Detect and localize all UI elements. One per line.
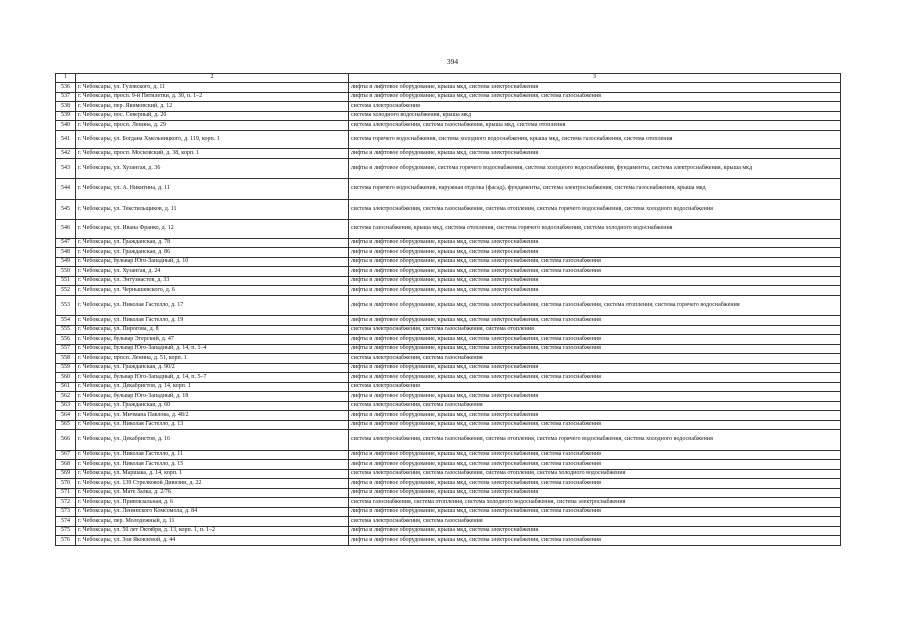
- row-number-cell: 542: [56, 149, 76, 159]
- works-cell: лифты и лифтовое оборудование, крыша мкд, система электроснабжения: [349, 411, 841, 421]
- address-cell: г. Чебоксары, ул. Николая Гастелло, д. 11: [76, 450, 349, 460]
- works-cell: лифты и лифтовое оборудование, крыша мкд, система электроснабжения, система газоснабжения: [349, 257, 841, 267]
- table-row: [56, 420, 841, 430]
- row-number-cell: 574: [56, 517, 76, 527]
- row-number-cell: 572: [56, 498, 76, 508]
- row-number-cell: 558: [56, 354, 76, 364]
- table-row: [56, 344, 841, 354]
- works-cell: система электроснабжения, система газоснабжения, крыша мкд, система отопления: [349, 121, 841, 131]
- address-cell: г. Чебоксары, просп. Ленина, д. 51, корп. 1: [76, 354, 349, 364]
- table-row: [56, 430, 841, 451]
- row-number-cell: 563: [56, 401, 76, 411]
- table-row: [56, 92, 841, 102]
- row-number-cell: 553: [56, 295, 76, 316]
- works-cell: система электроснабжения, система газоснабжения: [349, 517, 841, 527]
- works-cell: система электроснабжения, система газоснабжения, система отопления, система горячего водоснабжения, система холодного водоснабжения: [349, 430, 841, 451]
- header-row: [56, 74, 841, 83]
- address-cell: г. Чебоксары, ул. 139 Стрелковой Дивизии, д. 22: [76, 479, 349, 489]
- table-row: [56, 121, 841, 131]
- table-row: [56, 354, 841, 364]
- works-cell: лифты и лифтовое оборудование, крыша мкд, система электроснабжения: [349, 149, 841, 159]
- address-cell: г. Чебоксары, ул. Николая Гастелло, д. 15: [76, 460, 349, 470]
- table-row: [56, 286, 841, 296]
- works-cell: система газоснабжения, крыша мкд, система отопления, система горячего водоснабжения, система холодного водоснабжения: [349, 220, 841, 239]
- address-cell: г. Чебоксары, ул. Декабристов, д. 16: [76, 430, 349, 451]
- header-col-3: 3: [349, 74, 841, 83]
- works-cell: лифты и лифтовое оборудование, крыша мкд, система электроснабжения: [349, 363, 841, 373]
- address-cell: г. Чебоксары, ул. Ленинского Комсомола, д. 84: [76, 507, 349, 517]
- works-cell: система горячего водоснабжения, система холодного водоснабжения, крыша мкд, система газоснабжения, система отопления: [349, 130, 841, 149]
- row-number-cell: 566: [56, 430, 76, 451]
- address-cell: г. Чебоксары, ул. Чернышевского, д. 6: [76, 286, 349, 296]
- row-number-cell: 541: [56, 130, 76, 149]
- table-row: [56, 158, 841, 179]
- address-cell: г. Чебоксары, ул. Мате Залка, д. 2/76: [76, 488, 349, 498]
- works-cell: лифты и лифтовое оборудование, крыша мкд, система электроснабжения: [349, 392, 841, 402]
- header-col-2: 2: [76, 74, 349, 83]
- address-cell: г. Чебоксары, ул. Николая Гастелло, д. 19: [76, 316, 349, 326]
- table-row: [56, 460, 841, 470]
- table-row: [56, 257, 841, 267]
- page-number: 394: [446, 57, 459, 66]
- table-row: [56, 179, 841, 200]
- works-cell: система электроснабжения, система газоснабжения: [349, 354, 841, 364]
- table-row: [56, 479, 841, 489]
- row-number-cell: 567: [56, 450, 76, 460]
- table-row: [56, 83, 841, 93]
- address-cell: г. Чебоксары, ул. 50 лет Октября, д. 13, корп. 1, п. 1–2: [76, 526, 349, 536]
- works-cell: система горячего водоснабжения, наружная отделка (фасад), фундаменты, система электроснабжения, система газоснабжения, крыша мкд: [349, 179, 841, 200]
- works-cell: лифты и лифтовое оборудование, крыша мкд, система электроснабжения: [349, 286, 841, 296]
- works-cell: лифты и лифтовое оборудование, крыша мкд, система электроснабжения, система газоснабжения: [349, 344, 841, 354]
- row-number-cell: 562: [56, 392, 76, 402]
- row-number-cell: 557: [56, 344, 76, 354]
- table-row: [56, 469, 841, 479]
- address-cell: г. Чебоксары, бульвар Юго-Западный, д. 14, п. 1–4: [76, 344, 349, 354]
- row-number-cell: 569: [56, 469, 76, 479]
- works-cell: лифты и лифтовое оборудование, крыша мкд, система электроснабжения, система газоснабжения: [349, 92, 841, 102]
- address-cell: г. Чебоксары, просп. 9-й Пятилетки, д. 30, п. 1–2: [76, 92, 349, 102]
- table-row: [56, 267, 841, 277]
- address-cell: г. Чебоксары, бульвар Юго-Западный, д. 18: [76, 392, 349, 402]
- address-cell: г. Чебоксары, ул. Николая Гастелло, д. 17: [76, 295, 349, 316]
- address-cell: г. Чебоксары, ул. Мичмана Павлова, д. 48/2: [76, 411, 349, 421]
- row-number-cell: 540: [56, 121, 76, 131]
- row-number-cell: 568: [56, 460, 76, 470]
- works-cell: лифты и лифтовое оборудование, крыша мкд, система электроснабжения: [349, 238, 841, 248]
- works-cell: система электроснабжения: [349, 382, 841, 392]
- address-cell: г. Чебоксары, ул. Гражданская, д. 90/2: [76, 363, 349, 373]
- address-cell: г. Чебоксары, ул. Ивана Франко, д. 12: [76, 220, 349, 239]
- table-row: [56, 411, 841, 421]
- table-row: [56, 488, 841, 498]
- row-number-cell: 561: [56, 382, 76, 392]
- row-number-cell: 565: [56, 420, 76, 430]
- address-cell: г. Чебоксары, пер. Якимовский, д. 12: [76, 102, 349, 112]
- works-cell: система электроснабжения: [349, 102, 841, 112]
- works-cell: лифты и лифтовое оборудование, крыша мкд, система электроснабжения, система газоснабжения: [349, 335, 841, 345]
- works-cell: лифты и лифтовое оборудование, крыша мкд, система электроснабжения, система газоснабжения: [349, 450, 841, 460]
- works-cell: система электроснабжения, система газоснабжения, система отопления, система холодного водоснабжения: [349, 469, 841, 479]
- address-cell: г. Чебоксары, ул. А. Никитина, д. 11: [76, 179, 349, 200]
- table-row: [56, 102, 841, 112]
- table-row: [56, 220, 841, 239]
- works-cell: лифты и лифтовое оборудование, крыша мкд, система электроснабжения: [349, 526, 841, 536]
- row-number-cell: 555: [56, 325, 76, 335]
- address-cell: г. Чебоксары, пер. Молодежный, д. 11: [76, 517, 349, 527]
- address-cell: г. Чебоксары, ул. Зои Яковлевой, д. 44: [76, 536, 349, 546]
- row-number-cell: 538: [56, 102, 76, 112]
- row-number-cell: 560: [56, 373, 76, 383]
- works-cell: лифты и лифтовое оборудование, крыша мкд, система электроснабжения, система газоснабжения: [349, 316, 841, 326]
- row-number-cell: 544: [56, 179, 76, 200]
- table-row: [56, 373, 841, 383]
- works-cell: лифты и лифтовое оборудование, крыша мкд, система электроснабжения: [349, 83, 841, 93]
- row-number-cell: 543: [56, 158, 76, 179]
- table-row: [56, 248, 841, 258]
- row-number-cell: 546: [56, 220, 76, 239]
- works-cell: система электроснабжения, система газоснабжения, система отопления: [349, 325, 841, 335]
- row-number-cell: 576: [56, 536, 76, 546]
- table-row: [56, 199, 841, 220]
- table-row: [56, 450, 841, 460]
- address-cell: г. Чебоксары, ул. Хузангая, д. 36: [76, 158, 349, 179]
- works-cell: лифты и лифтовое оборудование, крыша мкд, система электроснабжения, система газоснабжения, система отопления, система горячего водоснабжения: [349, 295, 841, 316]
- row-number-cell: 559: [56, 363, 76, 373]
- address-cell: г. Чебоксары, ул. Гражданская, д. 86: [76, 248, 349, 258]
- address-cell: г. Чебоксары, бульвар Юго-Западный, д. 10: [76, 257, 349, 267]
- works-cell: лифты и лифтовое оборудование, крыша мкд, система электроснабжения, система газоснабжения: [349, 479, 841, 489]
- works-cell: лифты и лифтовое оборудование, крыша мкд, система электроснабжения: [349, 248, 841, 258]
- row-number-cell: 549: [56, 257, 76, 267]
- row-number-cell: 548: [56, 248, 76, 258]
- works-cell: лифты и лифтовое оборудование, крыша мкд, система электроснабжения: [349, 276, 841, 286]
- table-row: [56, 382, 841, 392]
- row-number-cell: 570: [56, 479, 76, 489]
- address-cell: г. Чебоксары, ул. Маршака, д. 14, корп. 1: [76, 469, 349, 479]
- works-table: [55, 73, 841, 546]
- address-cell: г. Чебоксары, ул. Богдана Хмельницкого, д. 119, корп. 1: [76, 130, 349, 149]
- works-cell: лифты и лифтовое оборудование, крыша мкд, система электроснабжения, система газоснабжения: [349, 420, 841, 430]
- row-number-cell: 564: [56, 411, 76, 421]
- table-row: [56, 498, 841, 508]
- table-body: [56, 83, 841, 546]
- address-cell: г. Чебоксары, бульвар Юго-Западный, д. 14, п. 5–7: [76, 373, 349, 383]
- address-cell: г. Чебоксары, бульвар Эгерский, д. 47: [76, 335, 349, 345]
- table-row: [56, 401, 841, 411]
- works-cell: система электроснабжения, система газоснабжения, система отопления, система горячего водоснабжения, система холодного водоснабжения: [349, 199, 841, 220]
- table-row: [56, 276, 841, 286]
- row-number-cell: 547: [56, 238, 76, 248]
- table-row: [56, 130, 841, 149]
- address-cell: г. Чебоксары, ул. Пирогова, д. 8: [76, 325, 349, 335]
- table-row: [56, 526, 841, 536]
- table-row: [56, 295, 841, 316]
- table-row: [56, 111, 841, 121]
- row-number-cell: 575: [56, 526, 76, 536]
- row-number-cell: 552: [56, 286, 76, 296]
- table-row: [56, 507, 841, 517]
- address-cell: г. Чебоксары, просп. Московский, д. 38, корп. 1: [76, 149, 349, 159]
- row-number-cell: 550: [56, 267, 76, 277]
- table-row: [56, 517, 841, 527]
- works-cell: лифты и лифтовое оборудование, крыша мкд, система электроснабжения, система газоснабжения: [349, 507, 841, 517]
- works-cell: лифты и лифтовое оборудование, крыша мкд, система электроснабжения, система газоснабжения: [349, 373, 841, 383]
- address-cell: г. Чебоксары, ул. Николая Гастелло, д. 13: [76, 420, 349, 430]
- row-number-cell: 554: [56, 316, 76, 326]
- row-number-cell: 537: [56, 92, 76, 102]
- works-cell: система холодного водоснабжения, крыша мкд: [349, 111, 841, 121]
- table-row: [56, 335, 841, 345]
- works-cell: система электроснабжения, система газоснабжения: [349, 401, 841, 411]
- address-cell: г. Чебоксары, ул. Хузангая, д. 24: [76, 267, 349, 277]
- table-row: [56, 392, 841, 402]
- works-cell: лифты и лифтовое оборудование, крыша мкд, система электроснабжения, система газоснабжения: [349, 460, 841, 470]
- works-cell: лифты и лифтовое оборудование, крыша мкд, система электроснабжения, система газоснабжения: [349, 536, 841, 546]
- row-number-cell: 573: [56, 507, 76, 517]
- row-number-cell: 536: [56, 83, 76, 93]
- works-cell: лифты и лифтовое оборудование, система горячего водоснабжения, система холодного водоснабжения, фундаменты, система электроснабжения, крыша мкд: [349, 158, 841, 179]
- address-cell: г. Чебоксары, просп. Ленина, д. 29: [76, 121, 349, 131]
- address-cell: г. Чебоксары, ул. Гузовского, д. 11: [76, 83, 349, 93]
- works-cell: лифты и лифтовое оборудование, крыша мкд, система электроснабжения: [349, 488, 841, 498]
- address-cell: г. Чебоксары, пос. Северный, д. 20: [76, 111, 349, 121]
- table-row: [56, 238, 841, 248]
- address-cell: г. Чебоксары, ул. Декабристов, д. 14, корп. 1: [76, 382, 349, 392]
- table-row: [56, 149, 841, 159]
- table-row: [56, 325, 841, 335]
- address-cell: г. Чебоксары, ул. Привокзальная, д. 6: [76, 498, 349, 508]
- row-number-cell: 539: [56, 111, 76, 121]
- row-number-cell: 571: [56, 488, 76, 498]
- address-cell: г. Чебоксары, ул. Гражданская, д. 60: [76, 401, 349, 411]
- table-row: [56, 363, 841, 373]
- address-cell: г. Чебоксары, ул. Энтузиастов, д. 33: [76, 276, 349, 286]
- header-col-1: 1: [56, 74, 76, 83]
- row-number-cell: 545: [56, 199, 76, 220]
- table-row: [56, 316, 841, 326]
- address-cell: г. Чебоксары, ул. Гражданская, д. 78: [76, 238, 349, 248]
- row-number-cell: 556: [56, 335, 76, 345]
- table-row: [56, 536, 841, 546]
- works-cell: лифты и лифтовое оборудование, крыша мкд, система электроснабжения, система газоснабжения: [349, 267, 841, 277]
- address-cell: г. Чебоксары, ул. Текстильщиков, д. 11: [76, 199, 349, 220]
- works-cell: система газоснабжения, система отопления, система холодного водоснабжения, система электроснабжения: [349, 498, 841, 508]
- row-number-cell: 551: [56, 276, 76, 286]
